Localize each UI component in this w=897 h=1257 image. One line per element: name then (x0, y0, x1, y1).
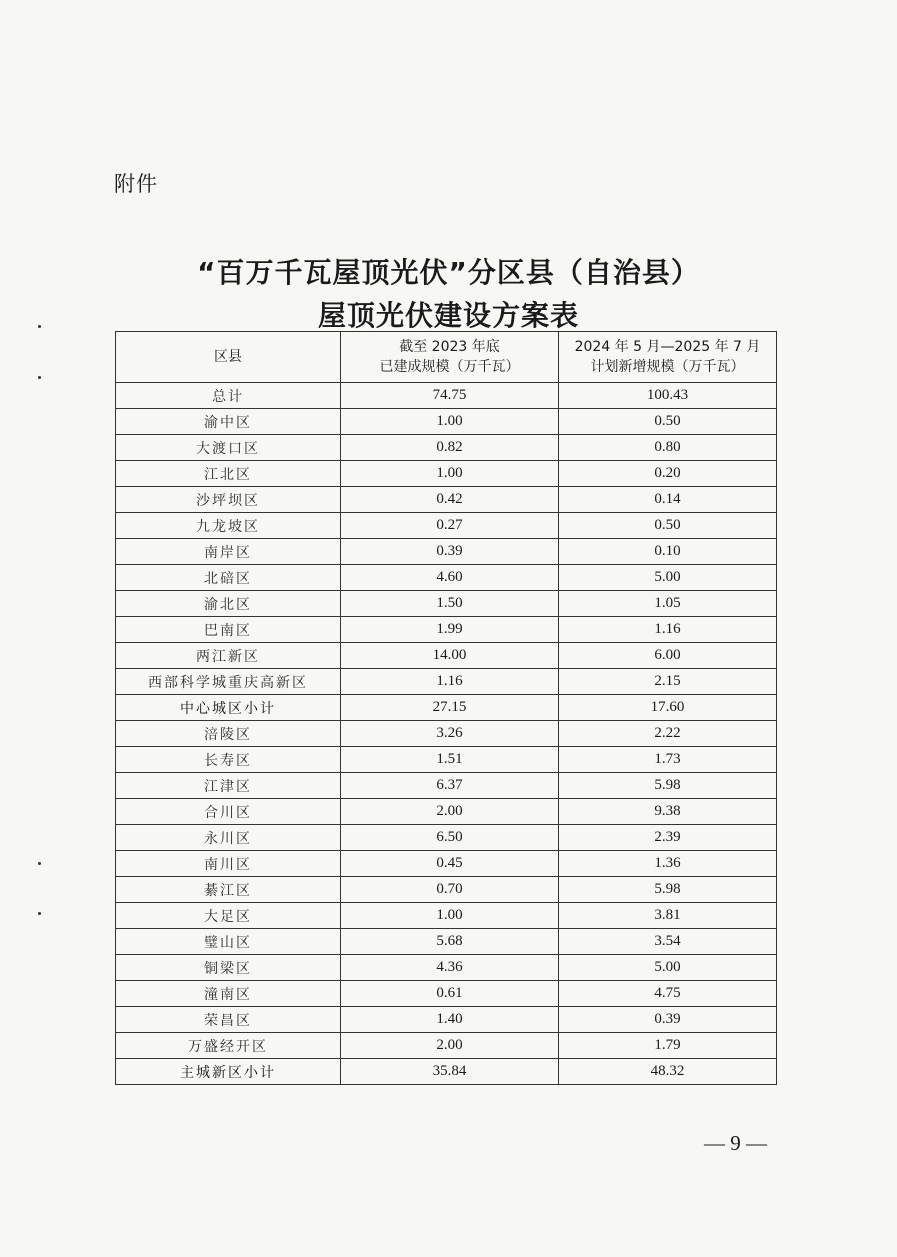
district-cell: 沙坪坝区 (116, 487, 341, 513)
built-capacity-cell: 1.40 (341, 1007, 559, 1033)
header-built-line-1: 截至 2023 年底 (399, 339, 500, 355)
planned-capacity-cell: 1.79 (559, 1033, 777, 1059)
table-row (116, 461, 777, 487)
table-row (116, 643, 777, 669)
district-cell: 渝中区 (116, 409, 341, 435)
table-row (116, 877, 777, 903)
built-capacity-cell: 1.00 (341, 461, 559, 487)
district-cell: 中心城区小计 (116, 695, 341, 721)
table-row (116, 773, 777, 799)
built-capacity-cell: 1.99 (341, 617, 559, 643)
district-cell: 江北区 (116, 461, 341, 487)
planned-capacity-cell: 5.00 (559, 565, 777, 591)
table-header-row (116, 332, 777, 383)
planned-capacity-cell: 0.80 (559, 435, 777, 461)
table-row (116, 825, 777, 851)
planned-capacity-cell: 0.50 (559, 513, 777, 539)
district-cell: 永川区 (116, 825, 341, 851)
built-capacity-cell: 35.84 (341, 1059, 559, 1085)
district-cell: 西部科学城重庆高新区 (116, 669, 341, 695)
planned-capacity-cell: 48.32 (559, 1059, 777, 1085)
district-cell: 主城新区小计 (116, 1059, 341, 1085)
table-row (116, 721, 777, 747)
page-number: — 9 — (704, 1131, 767, 1155)
planned-capacity-cell: 6.00 (559, 643, 777, 669)
district-cell: 两江新区 (116, 643, 341, 669)
table-row (116, 435, 777, 461)
planned-capacity-cell: 0.10 (559, 539, 777, 565)
table-row (116, 799, 777, 825)
built-capacity-cell: 14.00 (341, 643, 559, 669)
built-capacity-cell: 0.45 (341, 851, 559, 877)
district-cell: 璧山区 (116, 929, 341, 955)
built-capacity-cell: 1.16 (341, 669, 559, 695)
district-cell: 南川区 (116, 851, 341, 877)
planned-capacity-cell: 0.14 (559, 487, 777, 513)
document-title-line-2: 屋顶光伏建设方案表 (317, 299, 579, 332)
scan-margin-dot (38, 912, 41, 915)
built-capacity-cell: 0.27 (341, 513, 559, 539)
planned-capacity-cell: 5.98 (559, 773, 777, 799)
attachment-label: 附件 (114, 172, 158, 196)
built-capacity-cell: 0.82 (341, 435, 559, 461)
planned-capacity-cell: 100.43 (559, 383, 777, 409)
built-capacity-cell: 4.60 (341, 565, 559, 591)
planned-capacity-cell: 3.81 (559, 903, 777, 929)
planned-capacity-cell: 1.73 (559, 747, 777, 773)
district-cell: 万盛经开区 (116, 1033, 341, 1059)
built-capacity-cell: 3.26 (341, 721, 559, 747)
table-row (116, 851, 777, 877)
built-capacity-cell: 1.50 (341, 591, 559, 617)
table-row (116, 1007, 777, 1033)
planned-capacity-cell: 1.16 (559, 617, 777, 643)
built-capacity-cell: 0.42 (341, 487, 559, 513)
header-planned-line-1: 2024 年 5 月—2025 年 7 月 (574, 339, 761, 355)
table-row (116, 669, 777, 695)
header-built-capacity (341, 332, 559, 383)
built-capacity-cell: 6.50 (341, 825, 559, 851)
district-cell: 渝北区 (116, 591, 341, 617)
planned-capacity-cell: 1.36 (559, 851, 777, 877)
planned-capacity-cell: 2.22 (559, 721, 777, 747)
scan-margin-dot (38, 376, 41, 379)
planned-capacity-cell: 0.20 (559, 461, 777, 487)
planned-capacity-cell: 0.50 (559, 409, 777, 435)
district-cell: 大渡口区 (116, 435, 341, 461)
district-cell: 潼南区 (116, 981, 341, 1007)
table-row (116, 1033, 777, 1059)
table-row (116, 565, 777, 591)
table-row (116, 929, 777, 955)
district-cell: 总计 (116, 383, 341, 409)
district-cell: 涪陵区 (116, 721, 341, 747)
planned-capacity-cell: 0.39 (559, 1007, 777, 1033)
built-capacity-cell: 0.70 (341, 877, 559, 903)
planned-capacity-cell: 17.60 (559, 695, 777, 721)
table-row (116, 903, 777, 929)
district-cell: 合川区 (116, 799, 341, 825)
table-row (116, 747, 777, 773)
district-cell: 荣昌区 (116, 1007, 341, 1033)
header-planned-line-2: 计划新增规模（万千瓦） (590, 359, 745, 375)
built-capacity-cell: 0.39 (341, 539, 559, 565)
document-title-line-1: “百万千瓦屋顶光伏”分区县（自治县） (197, 256, 700, 289)
district-cell: 南岸区 (116, 539, 341, 565)
built-capacity-cell: 6.37 (341, 773, 559, 799)
planned-capacity-cell: 4.75 (559, 981, 777, 1007)
planned-capacity-cell: 5.00 (559, 955, 777, 981)
pv-plan-table (115, 331, 777, 1085)
built-capacity-cell: 4.36 (341, 955, 559, 981)
table-row (116, 539, 777, 565)
header-built-line-2: 已建成规模（万千瓦） (379, 359, 520, 375)
table-row (116, 409, 777, 435)
planned-capacity-cell: 1.05 (559, 591, 777, 617)
planned-capacity-cell: 2.39 (559, 825, 777, 851)
table-row (116, 617, 777, 643)
header-planned-capacity (559, 332, 777, 383)
built-capacity-cell: 5.68 (341, 929, 559, 955)
table-row (116, 487, 777, 513)
planned-capacity-cell: 5.98 (559, 877, 777, 903)
district-cell: 长寿区 (116, 747, 341, 773)
scan-margin-dot (38, 862, 41, 865)
planned-capacity-cell: 2.15 (559, 669, 777, 695)
district-cell: 江津区 (116, 773, 341, 799)
table-row (116, 513, 777, 539)
planned-capacity-cell: 9.38 (559, 799, 777, 825)
scan-margin-dot (38, 325, 41, 328)
built-capacity-cell: 2.00 (341, 1033, 559, 1059)
table-row (116, 955, 777, 981)
district-cell: 綦江区 (116, 877, 341, 903)
built-capacity-cell: 74.75 (341, 383, 559, 409)
built-capacity-cell: 0.61 (341, 981, 559, 1007)
built-capacity-cell: 1.00 (341, 409, 559, 435)
table-row (116, 1059, 777, 1085)
table-row (116, 695, 777, 721)
built-capacity-cell: 27.15 (341, 695, 559, 721)
built-capacity-cell: 2.00 (341, 799, 559, 825)
header-district-label: 区县 (214, 349, 242, 365)
built-capacity-cell: 1.51 (341, 747, 559, 773)
planned-capacity-cell: 3.54 (559, 929, 777, 955)
district-cell: 大足区 (116, 903, 341, 929)
table-row (116, 591, 777, 617)
header-district (116, 332, 341, 383)
district-cell: 北碚区 (116, 565, 341, 591)
table-row (116, 981, 777, 1007)
district-cell: 铜梁区 (116, 955, 341, 981)
table-body (116, 383, 777, 1085)
district-cell: 九龙坡区 (116, 513, 341, 539)
district-cell: 巴南区 (116, 617, 341, 643)
built-capacity-cell: 1.00 (341, 903, 559, 929)
table-row (116, 383, 777, 409)
